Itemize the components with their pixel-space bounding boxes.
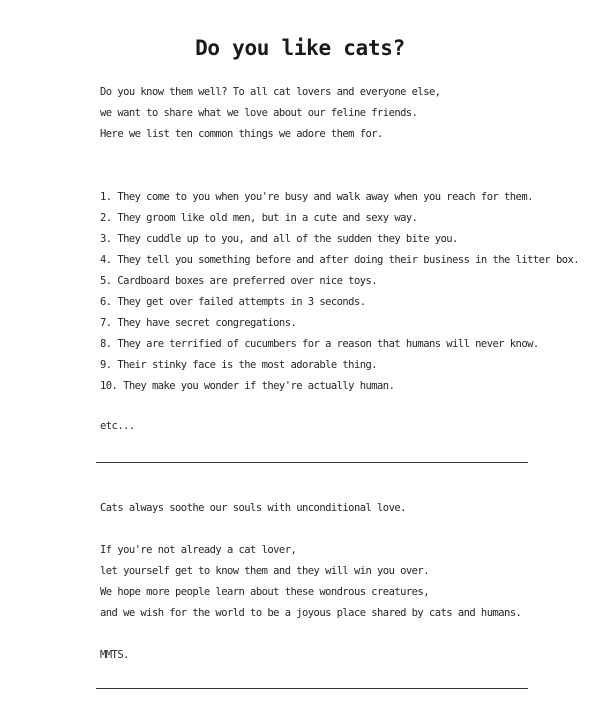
signature-text: MMTS. [100, 649, 129, 661]
list-item: 5. Cardboard boxes are preferred over nice toys. [100, 275, 378, 287]
closing-lead [100, 498, 540, 519]
list-item: 2. They groom like old men, but in a cute and sexy way. [100, 212, 418, 224]
intro-line: Here we list ten common things we adore them for. [100, 128, 383, 140]
list-item: 4. They tell you something before and after doing their business in the litter box. [100, 254, 580, 266]
list-item: 6. They get over failed attempts in 3 seconds. [100, 296, 366, 308]
divider-line [96, 462, 528, 463]
signature [100, 645, 540, 666]
closing-line: and we wish for the world to be a joyous place shared by cats and humans. [100, 607, 522, 619]
list-item: 7. They have secret congregations. [100, 317, 297, 329]
intro-line: Do you know them well? To all cat lovers and everyone else, [100, 86, 441, 98]
list-item: 3. They cuddle up to you, and all of the sudden they bite you. [100, 233, 458, 245]
intro-line: we want to share what we love about our feline friends. [100, 107, 418, 119]
etc-line [100, 416, 540, 437]
intro-paragraph [100, 82, 540, 145]
closing-lead-text: Cats always soothe our souls with unconditional love. [100, 502, 406, 514]
list-item: 10. They make you wonder if they're actually human. [100, 380, 395, 392]
etc-text: etc... [100, 420, 135, 432]
reasons-list [100, 187, 580, 397]
divider-line [96, 688, 528, 689]
closing-paragraph [100, 540, 540, 624]
closing-line: let yourself get to know them and they will win you over. [100, 565, 429, 577]
closing-line: We hope more people learn about these wondrous creatures, [100, 586, 429, 598]
list-item: 8. They are terrified of cucumbers for a reason that humans will never know. [100, 338, 539, 350]
list-item: 9. Their stinky face is the most adorable thing. [100, 359, 378, 371]
list-item: 1. They come to you when you're busy and walk away when you reach for them. [100, 191, 533, 203]
page-title: Do you like cats? [195, 36, 405, 60]
closing-line: If you're not already a cat lover, [100, 544, 297, 556]
